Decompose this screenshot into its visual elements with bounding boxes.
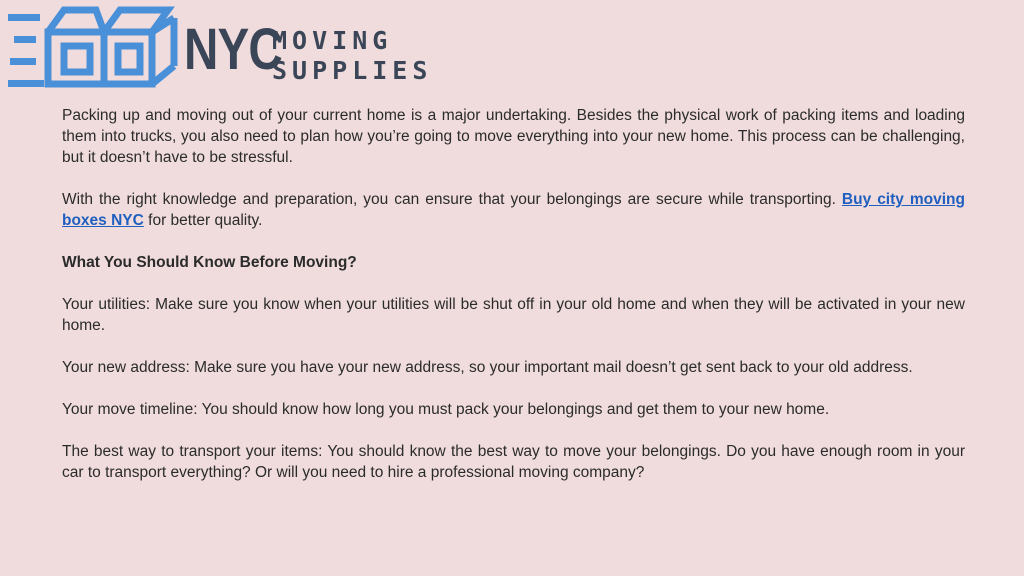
- cta-text-after: for better quality.: [143, 212, 263, 229]
- list-item-utilities: Your utilities: Make sure you know when your utilities will be shut off in your old home and when they will be activated in your new home.: [62, 296, 965, 334]
- brand-name-supplies: SUPPLIES: [272, 56, 433, 85]
- cta-text-before: With the right knowledge and preparation, you can ensure that your belongings are secure while transporting.: [62, 191, 842, 208]
- list-item-timeline: Your move timeline: You should know how long you must pack your belongings and get them to your new home.: [62, 401, 830, 418]
- brand-name-moving: MOVING: [272, 26, 393, 55]
- brand-logo: [8, 6, 433, 90]
- intro-paragraph: Packing up and moving out of your current home is a major undertaking. Besides the physical work of packing items and loading them into trucks, you also need to plan how you’re going to move everything into your new home. This process can be challenging, but it doesn’t have to be stressful.: [62, 107, 965, 166]
- list-item-transport: The best way to transport your items: You should know the best way to move your belongings. Do you have enough room in your car to transport everything? Or will you need to hire a professional moving company?: [62, 443, 965, 481]
- section-heading: What You Should Know Before Moving?: [62, 254, 357, 271]
- list-item-address: Your new address: Make sure you have your new address, so your important mail doesn’t get sent back to your old address.: [62, 359, 913, 376]
- article-body: [62, 105, 965, 504]
- cta-paragraph: [62, 189, 965, 231]
- brand-name-nyc: NYC: [184, 17, 282, 82]
- buy-boxes-link[interactable]: Buy city moving boxes NYC: [62, 191, 965, 229]
- moving-box-logo-icon: [8, 6, 184, 90]
